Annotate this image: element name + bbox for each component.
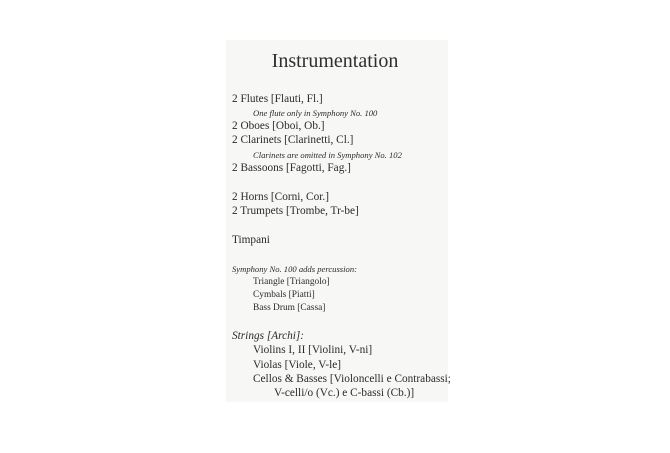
flutes-line: 2 Flutes [Flauti, Fl.] xyxy=(232,93,323,105)
strings-item: Violins I, II [Violini, V-ni] xyxy=(253,344,373,356)
clarinets-line: 2 Clarinets [Clarinetti, Cl.] xyxy=(232,134,354,146)
percussion-item: Bass Drum [Cassa] xyxy=(253,303,326,313)
percussion-heading: Symphony No. 100 adds percussion: xyxy=(232,264,357,274)
bassoons-line: 2 Bassoons [Fagotti, Fag.] xyxy=(232,162,351,174)
trumpets-line: 2 Trumpets [Trombe, Tr-be] xyxy=(232,205,359,217)
strings-item: Cellos & Basses [Violoncelli e Contrabassi; xyxy=(253,373,451,385)
timpani-line: Timpani xyxy=(232,234,270,246)
strings-item-continuation: V-celli/o (Vc.) e C-bassi (Cb.)] xyxy=(274,387,415,399)
oboes-line: 2 Oboes [Oboi, Ob.] xyxy=(232,120,325,132)
clarinets-note: Clarinets are omitted in Symphony No. 102 xyxy=(253,150,402,160)
percussion-item: Cymbals [Piatti] xyxy=(253,290,315,300)
flutes-note: One flute only in Symphony No. 100 xyxy=(253,108,378,118)
strings-heading: Strings [Archi]: xyxy=(232,330,305,342)
page-title: Instrumentation xyxy=(271,50,399,72)
strings-item: Violas [Viole, V-le] xyxy=(253,359,342,371)
horns-line: 2 Horns [Corni, Cor.] xyxy=(232,191,329,203)
percussion-item: Triangle [Triangolo] xyxy=(253,277,330,287)
